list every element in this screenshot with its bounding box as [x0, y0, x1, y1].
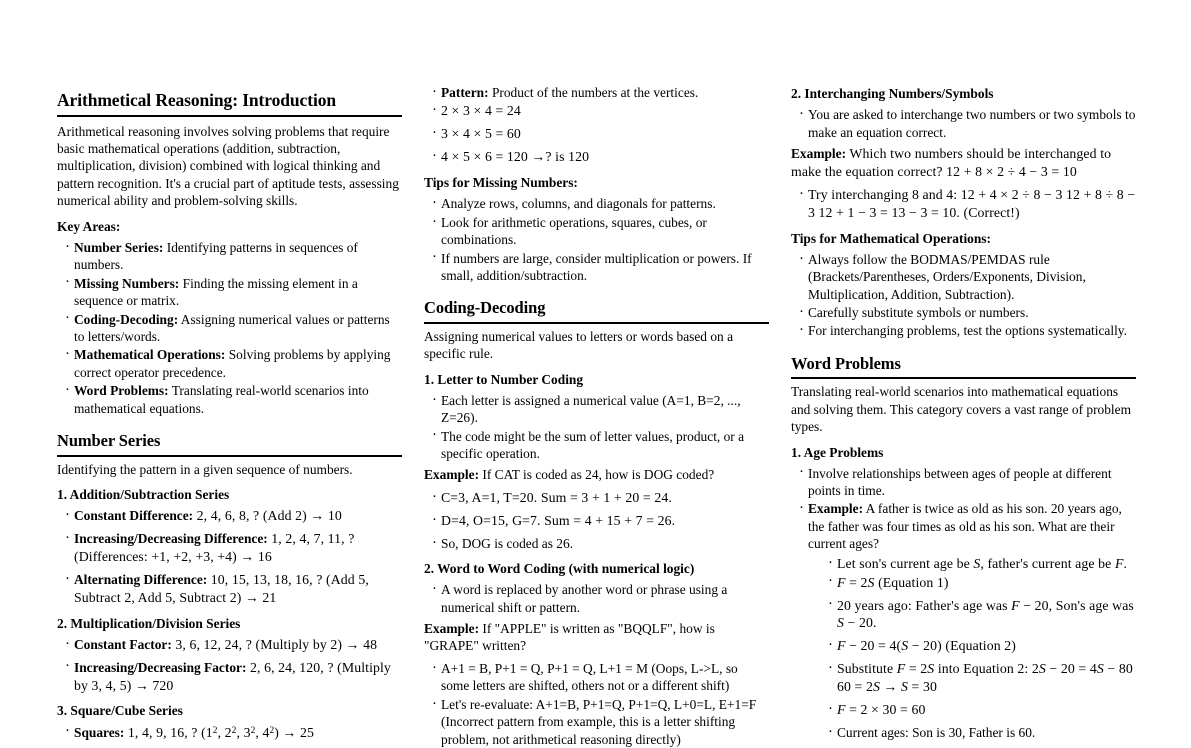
multiplication-division-list	[57, 636, 402, 695]
term-desc: 10, 15, 13, 18, 16, ? (Add 5, Subtract 2, Add 5, Subtract 2) → 21	[74, 571, 369, 605]
subsection-multiplication-division-series: 2. Multiplication/Division Series	[57, 615, 241, 631]
section-heading-word-problems: Word Problems	[791, 354, 1136, 379]
term-desc: 2, 6, 24, 120, ? (Multiply by 3, 4, 5) → 720	[74, 659, 391, 693]
list-item: · For interchanging problems, test the options systematically.	[799, 322, 1136, 339]
list-item	[65, 507, 402, 525]
squares-suffix: ) → 25	[274, 724, 314, 740]
subsection-interchanging-numbers-symbols: 2. Interchanging Numbers/Symbols	[791, 86, 994, 101]
step-text: D=4, O=15, G=7. Sum = 4 + 15 + 7 = 26.	[441, 512, 676, 528]
subsection-letter-to-number-coding: 1. Letter to Number Coding	[424, 371, 584, 387]
list-item	[828, 701, 1136, 719]
list-item	[799, 186, 1136, 222]
list-item: · If numbers are large, consider multiplication or powers. If small, addition/subtraction.	[432, 250, 769, 285]
pattern-list	[424, 84, 769, 166]
list-item	[65, 239, 402, 274]
squares-exponent: 2	[250, 725, 256, 736]
term-desc: 1, 2, 4, 7, 11, ? (Differences: +1, +2, +3, +4) → 16	[74, 530, 355, 564]
example-label: Example:	[424, 467, 480, 483]
term-label: Mathematical Operations:	[74, 347, 226, 363]
step-text: C=3, A=1, T=20. Sum = 3 + 1 + 20 = 24.	[441, 489, 672, 505]
equation-1: 2 × 3 × 4 = 24	[441, 103, 521, 119]
list-item	[828, 574, 1136, 592]
three-column-layout	[57, 0, 1137, 747]
age-problems-list	[791, 465, 1136, 742]
section-heading-number-series: Number Series	[57, 431, 402, 456]
list-item	[65, 530, 402, 566]
squares-mid: , 4	[255, 724, 270, 740]
word-to-word-steps	[424, 660, 769, 748]
addition-subtraction-list	[57, 507, 402, 607]
age-solution-steps	[808, 555, 1136, 742]
example-text: If CAT is coded as 24, how is DOG coded?	[479, 467, 715, 483]
list-item	[432, 125, 769, 143]
letter-to-number-list	[424, 392, 769, 463]
term-label: Word Problems:	[74, 383, 169, 399]
example-text: If "APPLE" is written as "BQQLF", how is "GRAPE" written?	[424, 621, 715, 654]
step-text: F = 2 × 30 = 60	[837, 702, 926, 718]
term-label: Number Series:	[74, 239, 164, 255]
list-item	[65, 311, 402, 346]
letter-to-number-steps	[424, 489, 769, 552]
page-title: Arithmetical Reasoning: Introduction	[57, 90, 402, 117]
step-text: Try interchanging 8 and 4: 12 + 4 × 2 ÷ 8 − 3 12 + 8 ÷ 8 − 3 12 + 1 − 3 = 13 − 3 = 10. (Correct!)	[808, 186, 1136, 220]
term-desc: Finding the missing element in a sequence or matrix.	[74, 275, 358, 309]
square-cube-list	[57, 724, 402, 742]
step-text: 20 years ago: Father's age was F − 20, Son's age was S − 20.	[837, 597, 1134, 631]
subsection-word-to-word-coding: 2. Word to Word Coding (with numerical logic)	[424, 561, 695, 577]
tips-missing-numbers-list	[424, 195, 769, 284]
example-label: Example:	[791, 145, 847, 161]
list-item: · A+1 = B, P+1 = Q, P+1 = Q, L+1 = M (Oops, L->L, so some letters are shifted, others not or a different shift)	[432, 660, 769, 695]
list-item	[432, 512, 769, 530]
list-item	[432, 102, 769, 120]
interchanging-steps	[791, 186, 1136, 222]
column-two	[424, 0, 769, 747]
squares-exponent: 2	[269, 725, 275, 736]
word-to-word-list	[424, 581, 769, 616]
squares-exponent: 2	[212, 725, 218, 736]
key-areas-heading: Key Areas:	[57, 218, 121, 234]
squares-mid: , 2	[217, 724, 232, 740]
list-item	[432, 489, 769, 507]
tips-missing-numbers-heading: Tips for Missing Numbers:	[424, 175, 578, 191]
example-paragraph	[791, 145, 1136, 181]
list-item	[65, 571, 402, 607]
intro-paragraph: Arithmetical reasoning involves solving problems that require basic mathematical operations (addition, subtraction, multiplication, division) combined with logical thinking and pattern recognition. It's a crucial part of aptitude tests, assessing numerical ability and problem-solving skills.	[57, 123, 399, 209]
list-item	[828, 660, 1136, 696]
term-label: Pattern:	[441, 85, 489, 100]
subsection-age-problems: 1. Age Problems	[791, 444, 884, 460]
term-label: Constant Difference:	[74, 508, 194, 524]
word-problems-intro: Translating real-world scenarios into mathematical equations and solving them. This category covers a vast range of problem types.	[791, 384, 1132, 435]
term-label: Alternating Difference:	[74, 571, 208, 587]
list-item: · So, DOG is coded as 26.	[432, 535, 769, 552]
list-item: · The code might be the sum of letter values, product, or a specific operation.	[432, 428, 769, 463]
list-item	[65, 382, 402, 417]
interchanging-list	[791, 106, 1136, 141]
term-desc: Translating real-world scenarios into mathematical equations.	[74, 383, 369, 416]
list-item	[432, 84, 769, 101]
list-item: · Look for arithmetic operations, squares, cubes, or combinations.	[432, 214, 769, 249]
equation-3: 4 × 5 × 6 = 120 →? is 120	[441, 149, 590, 165]
term-desc: Assigning numerical values or patterns to letters/words.	[74, 311, 390, 344]
section-heading-coding-decoding: Coding-Decoding	[424, 298, 769, 323]
list-item: · You are asked to interchange two numbers or two symbols to make an equation correct.	[799, 106, 1136, 141]
example-paragraph	[424, 466, 769, 483]
term-label: Missing Numbers:	[74, 275, 180, 291]
list-item: · Let's re-evaluate: A+1=B, P+1=Q, P+1=Q, L+0=L, E+1=F (Incorrect pattern from example, this is a letter shifting problem, not arithmetical reasoning directly)	[432, 696, 769, 748]
example-text: A father is twice as old as his son. 20 years ago, the father was four times as old as his son. What are their current ages?	[808, 501, 1122, 552]
list-item: · Current ages: Son is 30, Father is 60.	[828, 724, 1136, 741]
list-item	[828, 597, 1136, 633]
term-label: Coding-Decoding:	[74, 311, 179, 327]
term-desc: Solving problems by applying correct operator precedence.	[74, 347, 391, 380]
term-label: Increasing/Decreasing Difference:	[74, 530, 268, 546]
column-three	[791, 0, 1136, 741]
list-item: · Always follow the BODMAS/PEMDAS rule (Brackets/Parentheses, Orders/Exponents, Division, Multiplication, Addition, Subtraction).	[799, 251, 1136, 303]
list-item	[65, 724, 402, 742]
term-label: Constant Factor:	[74, 636, 172, 652]
term-desc: Identifying patterns in sequences of numbers.	[74, 239, 358, 273]
example-label: Example:	[808, 501, 864, 517]
list-item	[799, 500, 1136, 741]
squares-exponent: 2	[231, 725, 237, 736]
example-paragraph	[424, 620, 769, 655]
term-label: Squares:	[74, 724, 125, 740]
step-text: Substitute F = 2S into Equation 2: 2S − 20 = 4S − 80 60 = 2S → S = 30	[837, 661, 1133, 695]
list-item	[65, 275, 402, 310]
squares-prefix: 1, 4, 9, 16, ? (1	[124, 724, 213, 740]
example-label: Example:	[424, 621, 480, 637]
list-item	[828, 637, 1136, 655]
list-item: · A word is replaced by another word or phrase using a numerical shift or pattern.	[432, 581, 769, 616]
column-one	[57, 0, 402, 740]
list-item	[432, 148, 769, 166]
list-item: · Carefully substitute symbols or numbers.	[799, 304, 1136, 321]
list-item	[65, 659, 402, 695]
example-text: Which two numbers should be interchanged to make the equation correct? 12 + 8 × 2 ÷ 4 − 3 = 10	[791, 145, 1112, 179]
number-series-intro: Identifying the pattern in a given sequence of numbers.	[57, 461, 353, 477]
step-text: F = 2S (Equation 1)	[837, 574, 949, 590]
squares-mid: , 3	[236, 724, 251, 740]
term-desc: 3, 6, 12, 24, ? (Multiply by 2) → 48	[171, 636, 378, 652]
subsection-addition-subtraction-series: 1. Addition/Subtraction Series	[57, 486, 230, 502]
tips-mathematical-operations-list	[791, 251, 1136, 340]
step-text: F − 20 = 4(S − 20) (Equation 2)	[837, 638, 1016, 654]
list-item: · Involve relationships between ages of people at different points in time.	[799, 465, 1136, 500]
term-label: Increasing/Decreasing Factor:	[74, 659, 247, 675]
list-item: · Analyze rows, columns, and diagonals for patterns.	[432, 195, 769, 212]
coding-decoding-intro: Assigning numerical values to letters or words based on a specific rule.	[424, 328, 734, 362]
list-item: · Each letter is assigned a numerical value (A=1, B=2, ..., Z=26).	[432, 392, 769, 427]
squares-formula	[124, 725, 314, 740]
tips-mathematical-operations-heading: Tips for Mathematical Operations:	[791, 230, 991, 246]
list-item	[65, 636, 402, 654]
list-item	[65, 346, 402, 381]
subsection-square-cube-series: 3. Square/Cube Series	[57, 703, 183, 719]
list-item	[828, 555, 1136, 573]
term-desc: 2, 4, 6, 8, ? (Add 2) → 10	[193, 508, 342, 524]
equation-2: 3 × 4 × 5 = 60	[441, 126, 521, 142]
key-areas-list	[57, 239, 402, 417]
term-desc: Product of the numbers at the vertices.	[488, 85, 699, 100]
step-text: Let son's current age be S, father's current age be F.	[837, 555, 1128, 571]
